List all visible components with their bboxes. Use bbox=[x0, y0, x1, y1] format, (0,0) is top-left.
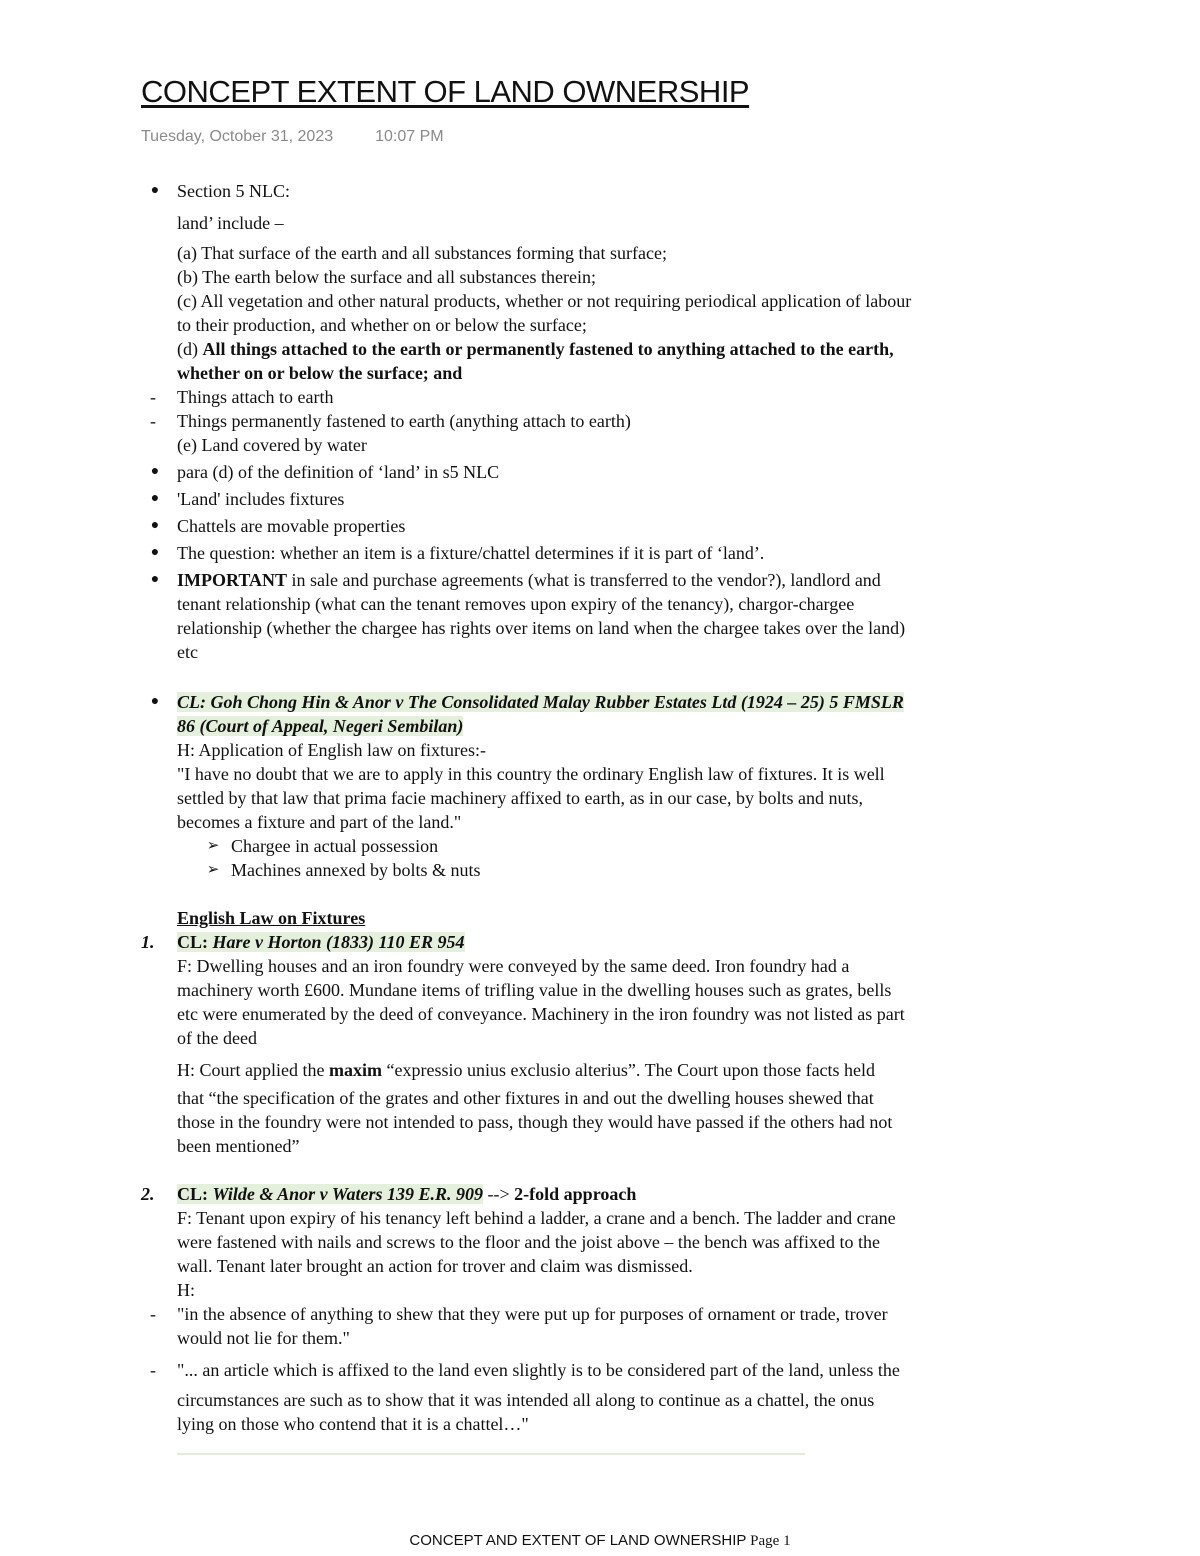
bullet-item bbox=[0, 460, 1200, 484]
case-arrow: --> bbox=[483, 1184, 515, 1204]
important-text: tenant relationship (what can the tenant removes upon expiry of the tenancy), chargor-chargee bbox=[177, 594, 855, 614]
important-text: relationship (whether the chargee has rights over items on land when the chargee takes over the land) bbox=[177, 618, 906, 638]
definition-c-line1: (c) All vegetation and other natural products, whether or not requiring periodical application of labour bbox=[177, 291, 912, 311]
dash-marker: - bbox=[150, 1304, 156, 1324]
bullet-text: The question: whether an item is a fixture/chattel determines if it is part of ‘land’. bbox=[177, 543, 765, 563]
definition-a: (a) That surface of the earth and all substances forming that surface; bbox=[177, 243, 667, 263]
bullet-marker: ● bbox=[150, 464, 160, 479]
bullet-text: para (d) of the definition of ‘land’ in s5 NLC bbox=[177, 462, 500, 482]
dash-item bbox=[0, 1358, 1200, 1382]
case-approach: 2-fold approach bbox=[514, 1184, 637, 1204]
definition-e: (e) Land covered by water bbox=[177, 435, 367, 455]
case-facts: F: Dwelling houses and an iron foundry were conveyed by the same deed. Iron foundry had a bbox=[177, 956, 850, 976]
case-number: 2. bbox=[141, 1184, 155, 1204]
case-facts: were fastened with nails and screws to the floor and the joist above – the bench was affixed to the bbox=[177, 1232, 880, 1252]
note-timestamp bbox=[141, 128, 444, 146]
case-quote: "I have no doubt that we are to apply in this country the ordinary English law of fixtures. It is well bbox=[177, 764, 885, 784]
case-holding: been mentioned” bbox=[177, 1136, 300, 1156]
english-law-heading: English Law on Fixtures bbox=[177, 908, 366, 928]
footer-page-number: Page 1 bbox=[746, 1533, 791, 1549]
case-facts: machinery worth £600. Mundane items of trifling value in the dwelling houses such as grates, bells bbox=[177, 980, 892, 1000]
quote-text: "in the absence of anything to shew that they were put up for purposes of ornament or trade, trover bbox=[177, 1304, 888, 1324]
important-text: etc bbox=[177, 642, 198, 662]
arrow-text: Machines annexed by bolts & nuts bbox=[231, 860, 481, 880]
dash-item bbox=[0, 385, 1200, 409]
dash-item bbox=[0, 409, 1200, 433]
case-goh-chong-hin bbox=[0, 690, 1200, 714]
case-quote: settled by that law that prima facie machinery affixed to earth, as in our case, by bolts and nuts, bbox=[177, 788, 863, 808]
dash-item bbox=[0, 1302, 1200, 1326]
dash-marker: - bbox=[150, 411, 156, 431]
case-holding: that “the specification of the grates and other fixtures in and out the dwelling houses shewed that bbox=[177, 1088, 874, 1108]
case-facts: etc were enumerated by the deed of conveyance. Machinery in the iron foundry was not listed as part bbox=[177, 1004, 905, 1024]
case-citation-line2 bbox=[0, 714, 1200, 738]
bullet-item-important bbox=[0, 568, 1200, 592]
bullet-text: 'Land' includes fixtures bbox=[177, 489, 345, 509]
note-body bbox=[0, 179, 1200, 1436]
definition-d-prefix: (d) bbox=[177, 339, 203, 359]
section-divider bbox=[177, 1453, 805, 1455]
definition-d-line1 bbox=[0, 337, 1200, 361]
dash-text: Things attach to earth bbox=[177, 387, 334, 407]
case-facts: of the deed bbox=[177, 1028, 257, 1048]
quote-text: circumstances are such as to show that it was intended all along to continue as a chattel, the onus bbox=[177, 1390, 875, 1410]
page-footer bbox=[0, 1532, 1200, 1550]
holding-maxim: maxim bbox=[328, 1060, 382, 1080]
case-number: 1. bbox=[141, 932, 155, 952]
definition-d-line2: whether on or below the surface; and bbox=[177, 363, 463, 383]
bullet-marker: ● bbox=[150, 183, 160, 198]
definition-d-bold: All things attached to the earth or permanently fastened to anything attached to the earth, bbox=[202, 339, 894, 359]
arrow-marker: ➢ bbox=[206, 838, 220, 854]
bullet-marker: ● bbox=[150, 572, 160, 587]
case-citation: CL: Goh Chong Hin & Anor v The Consolidated Malay Rubber Estates Ltd (1924 – 25) 5 FMSLR bbox=[177, 692, 904, 712]
important-text: in sale and purchase agreements (what is transferred to the vendor?), landlord and bbox=[287, 570, 881, 590]
case-hare-v-horton bbox=[0, 930, 1200, 954]
bullet-text: Chattels are movable properties bbox=[177, 516, 406, 536]
case-prefix: CL: bbox=[177, 932, 213, 952]
case-citation: Hare v Horton (1833) 110 ER 954 bbox=[212, 932, 465, 952]
case-facts: F: Tenant upon expiry of his tenancy left behind a ladder, a crane and a bench. The ladder and crane bbox=[177, 1208, 896, 1228]
dash-marker: - bbox=[150, 1360, 156, 1380]
case-prefix: CL: bbox=[177, 1184, 213, 1204]
bullet-item bbox=[0, 487, 1200, 511]
section5-item bbox=[0, 179, 1200, 203]
arrow-item bbox=[0, 858, 1200, 882]
footer-label: CONCEPT AND EXTENT OF LAND OWNERSHIP bbox=[409, 1532, 747, 1549]
definition-c-line2: to their production, and whether on or below the surface; bbox=[177, 315, 587, 335]
bullet-item bbox=[0, 541, 1200, 565]
case-citation: 86 (Court of Appeal, Negeri Sembilan) bbox=[177, 716, 464, 736]
holding-prefix: H: Court applied the bbox=[177, 1060, 329, 1080]
case-facts: wall. Tenant later brought an action for trover and claim was dismissed. bbox=[177, 1256, 693, 1276]
dash-text: Things permanently fastened to earth (anything attach to earth) bbox=[177, 411, 631, 431]
bullet-marker: ● bbox=[150, 545, 160, 560]
case-holding: H: Application of English law on fixtures:- bbox=[177, 740, 486, 760]
page-title: CONCEPT EXTENT OF LAND OWNERSHIP bbox=[141, 74, 750, 109]
bullet-marker: ● bbox=[150, 491, 160, 506]
section5-heading: Section 5 NLC: bbox=[177, 181, 290, 201]
holding-text: “expressio unius exclusio alterius”. The Court upon those facts held bbox=[381, 1060, 876, 1080]
arrow-text: Chargee in actual possession bbox=[231, 836, 439, 856]
case-holding bbox=[0, 1058, 1200, 1082]
land-include-line: land’ include – bbox=[177, 213, 284, 233]
quote-text: lying on those who contend that it is a chattel…" bbox=[177, 1414, 529, 1434]
arrow-marker: ➢ bbox=[206, 862, 220, 878]
bullet-item bbox=[0, 514, 1200, 538]
dash-marker: - bbox=[150, 387, 156, 407]
arrow-item bbox=[0, 834, 1200, 858]
important-label: IMPORTANT bbox=[177, 570, 288, 590]
definition-b: (b) The earth below the surface and all substances therein; bbox=[177, 267, 597, 287]
note-date: Tuesday, October 31, 2023 bbox=[141, 128, 334, 145]
case-holding-label: H: bbox=[177, 1280, 195, 1300]
case-citation: Wilde & Anor v Waters 139 E.R. 909 bbox=[212, 1184, 484, 1204]
case-holding: those in the foundry were not intended to pass, though they would have passed if the others had not bbox=[177, 1112, 893, 1132]
note-time: 10:07 PM bbox=[375, 128, 444, 145]
bullet-marker: ● bbox=[150, 518, 160, 533]
case-wilde-v-waters bbox=[0, 1182, 1200, 1206]
case-quote: becomes a fixture and part of the land." bbox=[177, 812, 462, 832]
quote-text: would not lie for them." bbox=[177, 1328, 350, 1348]
quote-text: "... an article which is affixed to the land even slightly is to be considered part of the land, unless the bbox=[177, 1360, 900, 1380]
bullet-marker: ● bbox=[150, 694, 160, 709]
